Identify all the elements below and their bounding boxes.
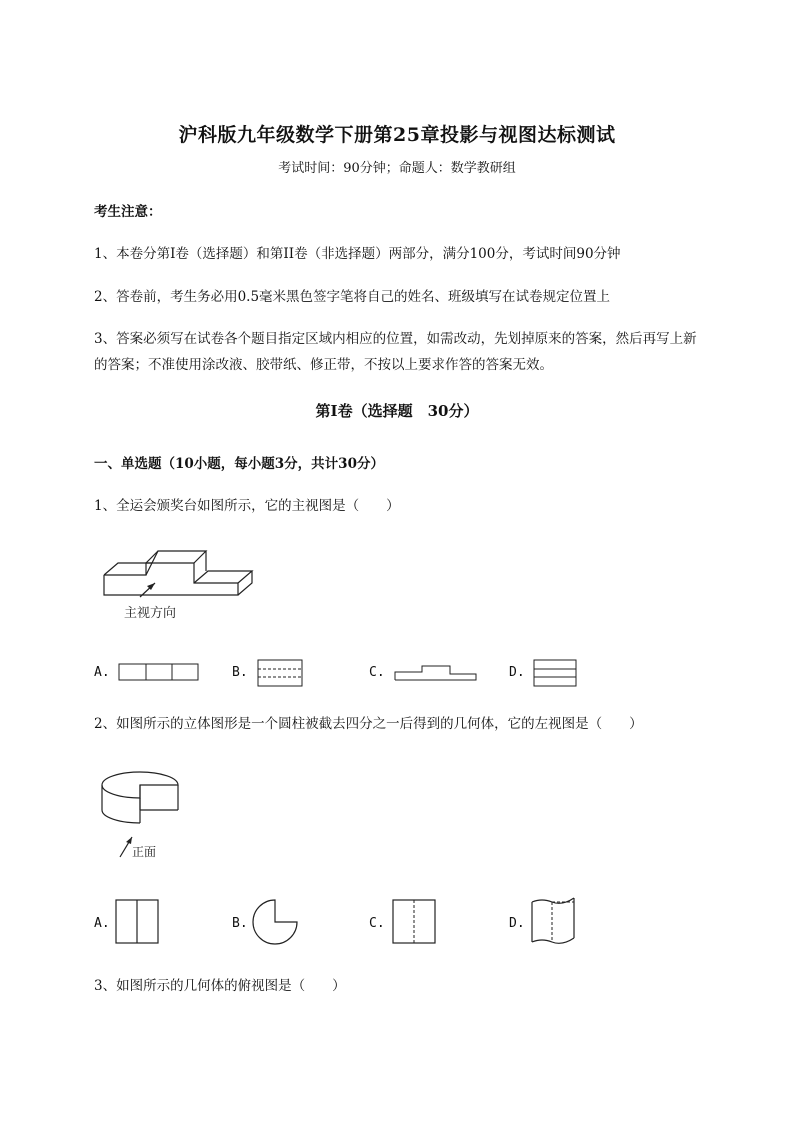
- note-item-3-cont: 的答案；不准使用涂改液、胶带纸、修正带，不按以上要求作答的答案无效。: [94, 357, 553, 373]
- note-item-1: 1、本卷分第I卷（选择题）和第II卷（非选择题）两部分，满分100分，考试时间90分钟: [94, 246, 621, 262]
- front-label: 正面: [132, 845, 157, 859]
- q2-option-d-figure[interactable]: [530, 896, 576, 948]
- question-1-figure: [100, 545, 250, 625]
- note-item-3: 3、答案必须写在试卷各个题目指定区域内相应的位置，如需改动，先划掉原来的答案，然后再写上新: [94, 331, 697, 347]
- q2-option-a-figure[interactable]: [115, 899, 159, 945]
- q1-option-b-label[interactable]: B.: [232, 665, 248, 680]
- question-1-text: 1、全运会颁奖台如图所示，它的主视图是（ ）: [94, 498, 400, 514]
- question-2-figure: [100, 765, 185, 860]
- q2-option-b-label[interactable]: B.: [232, 916, 248, 931]
- q1-option-b-figure[interactable]: [257, 659, 303, 687]
- exam-info: 考试时间：90分钟；命题人：数学教研组: [278, 161, 516, 176]
- part-title: 一、单选题（10小题，每小题3分，共计30分）: [94, 456, 384, 472]
- page-title: 沪科版九年级数学下册第25章投影与视图达标测试: [178, 124, 616, 146]
- view-direction-label: 主视方向: [124, 606, 177, 621]
- note-item-2: 2、答卷前，考生务必用0.5毫米黑色签字笔将自己的姓名、班级填写在试卷规定位置上: [94, 289, 611, 305]
- q2-option-c-figure[interactable]: [392, 899, 436, 945]
- q1-option-d-figure[interactable]: [533, 659, 577, 687]
- question-2-text: 2、如图所示的立体图形是一个圆柱被截去四分之一后得到的几何体，它的左视图是（ ）: [94, 716, 643, 732]
- q1-option-a-figure[interactable]: [118, 663, 200, 681]
- q1-option-c-figure[interactable]: [394, 662, 478, 682]
- q2-option-d-label[interactable]: D.: [509, 916, 525, 931]
- q2-option-b-figure[interactable]: [252, 899, 298, 945]
- notes-heading: 考生注意：: [94, 204, 162, 220]
- q2-option-c-label[interactable]: C.: [369, 916, 385, 931]
- q1-option-d-label[interactable]: D.: [509, 665, 525, 680]
- q2-option-a-label[interactable]: A.: [94, 916, 110, 931]
- section-title: 第I卷（选择题 30分）: [315, 402, 479, 420]
- q1-option-c-label[interactable]: C.: [369, 665, 385, 680]
- question-3-text: 3、如图所示的几何体的俯视图是（ ）: [94, 978, 346, 994]
- q1-option-a-label[interactable]: A.: [94, 665, 110, 680]
